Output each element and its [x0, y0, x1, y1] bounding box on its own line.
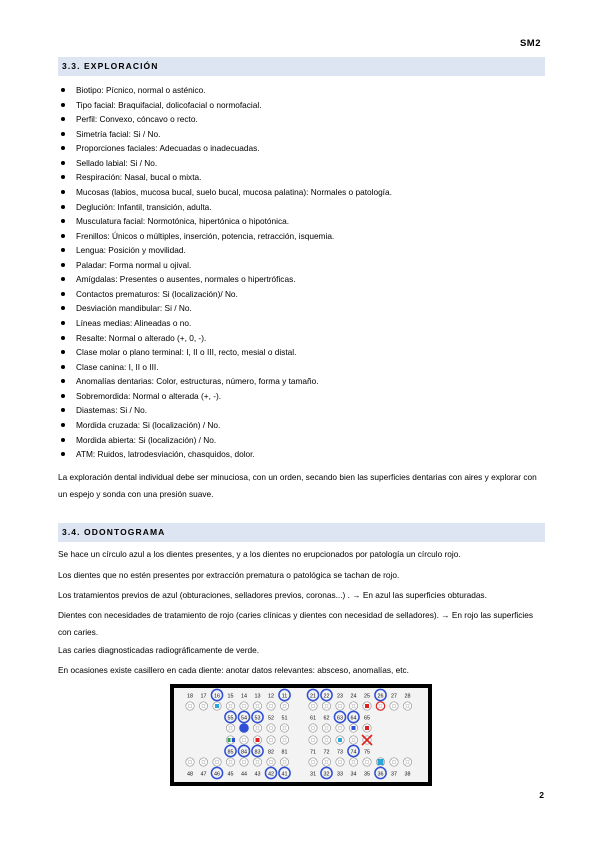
- tooth-number: 22: [323, 693, 330, 700]
- tooth-diagram-center: [283, 739, 286, 742]
- tooth-number: 48: [187, 771, 193, 778]
- odontogram-chart: [170, 684, 432, 786]
- tooth-diagram-center: [379, 705, 382, 708]
- tooth-diagram-center: [339, 761, 342, 764]
- exploration-item-text: Mucosas (labios, mucosa bucal, suelo bucal, mucosa palatina): Normales o patología.: [76, 186, 392, 197]
- tooth-number: 32: [323, 771, 330, 778]
- exploration-item: [58, 302, 548, 317]
- exploration-item: [58, 113, 548, 128]
- exploration-item: [58, 215, 548, 230]
- odontogram-paragraph-5: Las caries diagnosticadas radiográficamente de verde.: [58, 645, 260, 655]
- filling-mark: [378, 759, 384, 765]
- tooth-number: 31: [310, 771, 316, 778]
- tooth-number: 18: [187, 693, 193, 700]
- tooth-number: 74: [350, 749, 357, 756]
- tooth-number: 63: [337, 715, 343, 722]
- tooth-number: 43: [254, 771, 261, 778]
- exploration-item-text: Proporciones faciales: Adecuadas o inadecuadas.: [76, 143, 260, 154]
- tooth-number: 75: [364, 749, 370, 756]
- tooth-number: 28: [404, 693, 411, 700]
- exploration-item: [58, 259, 548, 274]
- tooth-diagram-center: [312, 761, 315, 764]
- filling-mark: [338, 738, 342, 742]
- bullet-icon: [61, 336, 65, 340]
- exploration-item: [58, 317, 548, 332]
- tooth-number: 17: [200, 693, 207, 700]
- exploration-item: [58, 128, 548, 143]
- tooth-number: 52: [268, 715, 274, 722]
- exploration-item-text: Anomalías dentarias: Color, estructuras, número, forma y tamaño.: [76, 376, 319, 387]
- tooth-number: 14: [241, 693, 247, 700]
- exploration-paragraph: La exploración dental individual debe ser minuciosa, con un orden, secando bien las superficies dentarias con aires y explorar con un espejo y sonda con una presión suave.: [58, 472, 537, 499]
- header-code: SM2: [519, 38, 541, 49]
- exploration-item-text: Musculatura facial: Normotónica, hipertónica o hipotónica.: [76, 216, 290, 227]
- exploration-item: [58, 142, 548, 157]
- filling-mark: [232, 738, 235, 742]
- bullet-icon: [61, 263, 65, 267]
- tooth-number: 33: [337, 771, 343, 778]
- tooth-number: 11: [281, 693, 288, 700]
- filling-mark: [352, 726, 356, 730]
- tooth-number: 71: [310, 749, 316, 756]
- odontogram-figure: [170, 684, 432, 786]
- exploration-item: [58, 244, 548, 259]
- tooth-diagram-center: [243, 761, 246, 764]
- bullet-icon: [61, 321, 65, 325]
- tooth-diagram-center: [283, 727, 286, 730]
- tooth-number: 73: [337, 749, 343, 756]
- tooth-number: 65: [364, 715, 370, 722]
- tooth-diagram-center: [406, 761, 409, 764]
- tooth-number: 27: [391, 693, 397, 700]
- exploration-item-text: Perfil: Convexo, cóncavo o recto.: [76, 114, 198, 125]
- caries-mark: [365, 726, 369, 730]
- filled-tooth-mark: [239, 723, 249, 733]
- tooth-number: 82: [268, 749, 274, 756]
- tooth-number: 23: [337, 693, 343, 700]
- exploration-item-text: Desviación mandibular: Si / No.: [76, 303, 192, 314]
- section-33-title: 3.3. EXPLORACIÓN: [62, 61, 159, 71]
- tooth-diagram-center: [283, 705, 286, 708]
- tooth-number: 36: [377, 771, 384, 778]
- exploration-item-text: Sellado labial: Si / No.: [76, 157, 158, 168]
- section-34-heading: [58, 523, 545, 542]
- tooth-diagram-center: [312, 705, 315, 708]
- section-33-heading: [58, 57, 545, 76]
- exploration-item: [58, 288, 548, 303]
- tooth-diagram-center: [393, 705, 396, 708]
- exploration-item-text: ATM: Ruidos, latrodesviación, chasquidos, dolor.: [76, 449, 255, 460]
- bullet-icon: [61, 88, 65, 92]
- exploration-item: [58, 361, 548, 376]
- tooth-diagram-center: [312, 739, 315, 742]
- bullet-icon: [61, 175, 65, 179]
- tooth-diagram-center: [393, 761, 396, 764]
- tooth-number: 42: [268, 771, 274, 778]
- tooth-number: 53: [254, 715, 261, 722]
- tooth-diagram-center: [229, 761, 232, 764]
- tooth-number: 16: [214, 693, 220, 700]
- bullet-icon: [61, 452, 65, 456]
- exploration-item-text: Respiración: Nasal, bucal o mixta.: [76, 172, 202, 183]
- tooth-diagram-center: [229, 705, 232, 708]
- exploration-item-text: Tipo facial: Braquifacial, dolicofacial o normofacial.: [76, 99, 262, 110]
- exploration-item-text: Clase molar o plano terminal: I, II o III, recto, mesial o distal.: [76, 347, 297, 358]
- tooth-diagram-center: [189, 705, 192, 708]
- exploration-item-text: Sobremordida: Normal o alterada (+, -).: [76, 390, 222, 401]
- bullet-icon: [61, 277, 65, 281]
- filling-mark: [215, 704, 219, 708]
- tooth-diagram-center: [283, 761, 286, 764]
- tooth-diagram-center: [270, 705, 273, 708]
- tooth-number: 44: [241, 771, 247, 778]
- tooth-number: 46: [214, 771, 220, 778]
- bullet-icon: [61, 350, 65, 354]
- tooth-number: 38: [404, 771, 411, 778]
- exploration-item-text: Frenillos: Únicos o múltiples, inserción, potencia, retracción, isquemia.: [76, 230, 335, 241]
- exploration-item: [58, 346, 548, 361]
- exploration-item-text: Paladar: Forma normal u ojival.: [76, 259, 192, 270]
- exploration-item: [58, 332, 548, 347]
- tooth-number: 24: [350, 693, 357, 700]
- exploration-item: [58, 404, 548, 419]
- tooth-diagram-center: [243, 739, 246, 742]
- tooth-number: 26: [377, 693, 384, 700]
- tooth-diagram-center: [256, 761, 259, 764]
- tooth-diagram-center: [189, 761, 192, 764]
- bullet-icon: [61, 408, 65, 412]
- exploration-item: [58, 171, 548, 186]
- tooth-number: 47: [200, 771, 207, 778]
- tooth-number: 21: [310, 693, 316, 700]
- tooth-diagram-center: [352, 705, 355, 708]
- tooth-number: 51: [281, 715, 288, 722]
- caries-mark: [365, 704, 369, 708]
- exploration-item: [58, 434, 548, 449]
- tooth-number: 85: [227, 749, 234, 756]
- exploration-item-text: Líneas medias: Alineadas o no.: [76, 318, 192, 328]
- bullet-icon: [61, 161, 65, 165]
- bullet-icon: [61, 132, 65, 136]
- exploration-list: [58, 84, 548, 463]
- exploration-item-text: Lengua: Posición y movilidad.: [76, 245, 186, 256]
- tooth-diagram-center: [352, 739, 355, 742]
- tooth-number: 12: [268, 693, 274, 700]
- tooth-diagram-center: [339, 705, 342, 708]
- tooth-number: 37: [391, 771, 397, 778]
- bullet-icon: [61, 306, 65, 310]
- odontogram-paragraph-6: En ocasiones existe casillero en cada diente: anotar datos relevantes: absceso, anomalías, etc.: [58, 665, 409, 675]
- page-number: 2: [539, 790, 544, 800]
- tooth-number: 34: [350, 771, 357, 778]
- exploration-item: [58, 390, 548, 405]
- exploration-item-text: Amígdalas: Presentes o ausentes, normales o hipertróficas.: [76, 274, 296, 285]
- tooth-diagram-center: [202, 705, 205, 708]
- tooth-number: 81: [281, 749, 288, 756]
- tooth-diagram-center: [312, 727, 315, 730]
- exploration-item-text: Diastemas: Si / No.: [76, 405, 148, 416]
- tooth-diagram-center: [352, 761, 355, 764]
- bullet-icon: [61, 219, 65, 223]
- exploration-item: [58, 419, 548, 434]
- bullet-icon: [61, 103, 65, 107]
- exploration-item-text: Deglución: Infantil, transición, adulta.: [76, 201, 212, 212]
- tooth-number: 45: [227, 771, 234, 778]
- exploration-item-text: Mordida abierta: Si (localización) / No.: [76, 434, 217, 445]
- exploration-item: [58, 375, 548, 390]
- tooth-diagram-center: [270, 761, 273, 764]
- exploration-item-text: Contactos prematuros: Si (localización)/ No.: [76, 288, 238, 299]
- exploration-item: [58, 201, 548, 216]
- odontogram-paragraph-1: Se hace un círculo azul a los dientes presentes, y a los dientes no erupcionados por patología un círculo rojo.: [58, 549, 461, 559]
- bullet-icon: [61, 117, 65, 121]
- tooth-number: 35: [364, 771, 370, 778]
- exploration-item-text: Simetría facial: Si / No.: [76, 128, 161, 139]
- tooth-number: 54: [241, 715, 247, 722]
- tooth-number: 15: [227, 693, 234, 700]
- tooth-number: 41: [281, 771, 288, 778]
- tooth-number: 84: [241, 749, 247, 756]
- tooth-diagram-center: [229, 727, 232, 730]
- tooth-diagram-center: [325, 727, 328, 730]
- tooth-number: 61: [310, 715, 316, 722]
- exploration-item: [58, 273, 548, 288]
- tooth-diagram-center: [325, 739, 328, 742]
- exploration-item-text: Clase canina: I, II o III.: [76, 361, 159, 372]
- exploration-item-text: Mordida cruzada: Si (localización) / No.: [76, 419, 221, 430]
- bullet-icon: [61, 438, 65, 442]
- bullet-icon: [61, 423, 65, 427]
- tooth-diagram-center: [325, 761, 328, 764]
- tooth-number: 64: [350, 715, 357, 722]
- odontogram-paragraph-4: Dientes con necesidades de tratamiento de rojo (caries clínicas y dientes con necesidad de selladores). → En rojo las superficies con caries.: [58, 610, 534, 637]
- caries-mark: [256, 738, 260, 742]
- tooth-diagram-center: [366, 761, 369, 764]
- tooth-number: 62: [323, 715, 330, 722]
- exploration-item: [58, 230, 548, 245]
- tooth-diagram-center: [243, 705, 246, 708]
- radiographic-caries-mark: [228, 738, 231, 742]
- odontogram-paragraph-3: Los tratamientos previos de azul (obturaciones, selladores previos, coronas...) . → En azul las superficies obturadas.: [58, 590, 487, 600]
- bullet-icon: [61, 394, 65, 398]
- bullet-icon: [61, 146, 65, 150]
- tooth-diagram-center: [256, 727, 259, 730]
- bullet-icon: [61, 379, 65, 383]
- bullet-icon: [61, 205, 65, 209]
- tooth-diagram-center: [216, 761, 219, 764]
- tooth-diagram-center: [270, 739, 273, 742]
- bullet-icon: [61, 234, 65, 238]
- tooth-diagram-center: [325, 705, 328, 708]
- tooth-number: 83: [254, 749, 261, 756]
- bullet-icon: [61, 190, 65, 194]
- tooth-diagram-center: [339, 727, 342, 730]
- tooth-diagram-center: [406, 705, 409, 708]
- section-34-title: 3.4. ODONTOGRAMA: [62, 527, 166, 537]
- bullet-icon: [61, 292, 65, 296]
- exploration-item: [58, 99, 548, 114]
- tooth-number: 13: [254, 693, 261, 700]
- odontogram-paragraph-2: Los dientes que no estén presentes por extracción prematura o patológica se tachan de rojo.: [58, 570, 400, 580]
- exploration-item: [58, 186, 548, 201]
- tooth-diagram-center: [202, 761, 205, 764]
- exploration-item: [58, 84, 548, 99]
- tooth-number: 72: [323, 749, 330, 756]
- bullet-icon: [61, 365, 65, 369]
- exploration-item-text: Biotipo: Pícnico, normal o asténico.: [76, 85, 206, 95]
- tooth-number: 55: [227, 715, 234, 722]
- tooth-diagram-center: [270, 727, 273, 730]
- exploration-item: [58, 157, 548, 172]
- exploration-item: [58, 448, 548, 463]
- tooth-diagram-center: [256, 705, 259, 708]
- tooth-number: 25: [364, 693, 370, 700]
- exploration-item-text: Resalte: Normal o alterado (+, 0, -).: [76, 332, 207, 343]
- bullet-icon: [61, 248, 65, 252]
